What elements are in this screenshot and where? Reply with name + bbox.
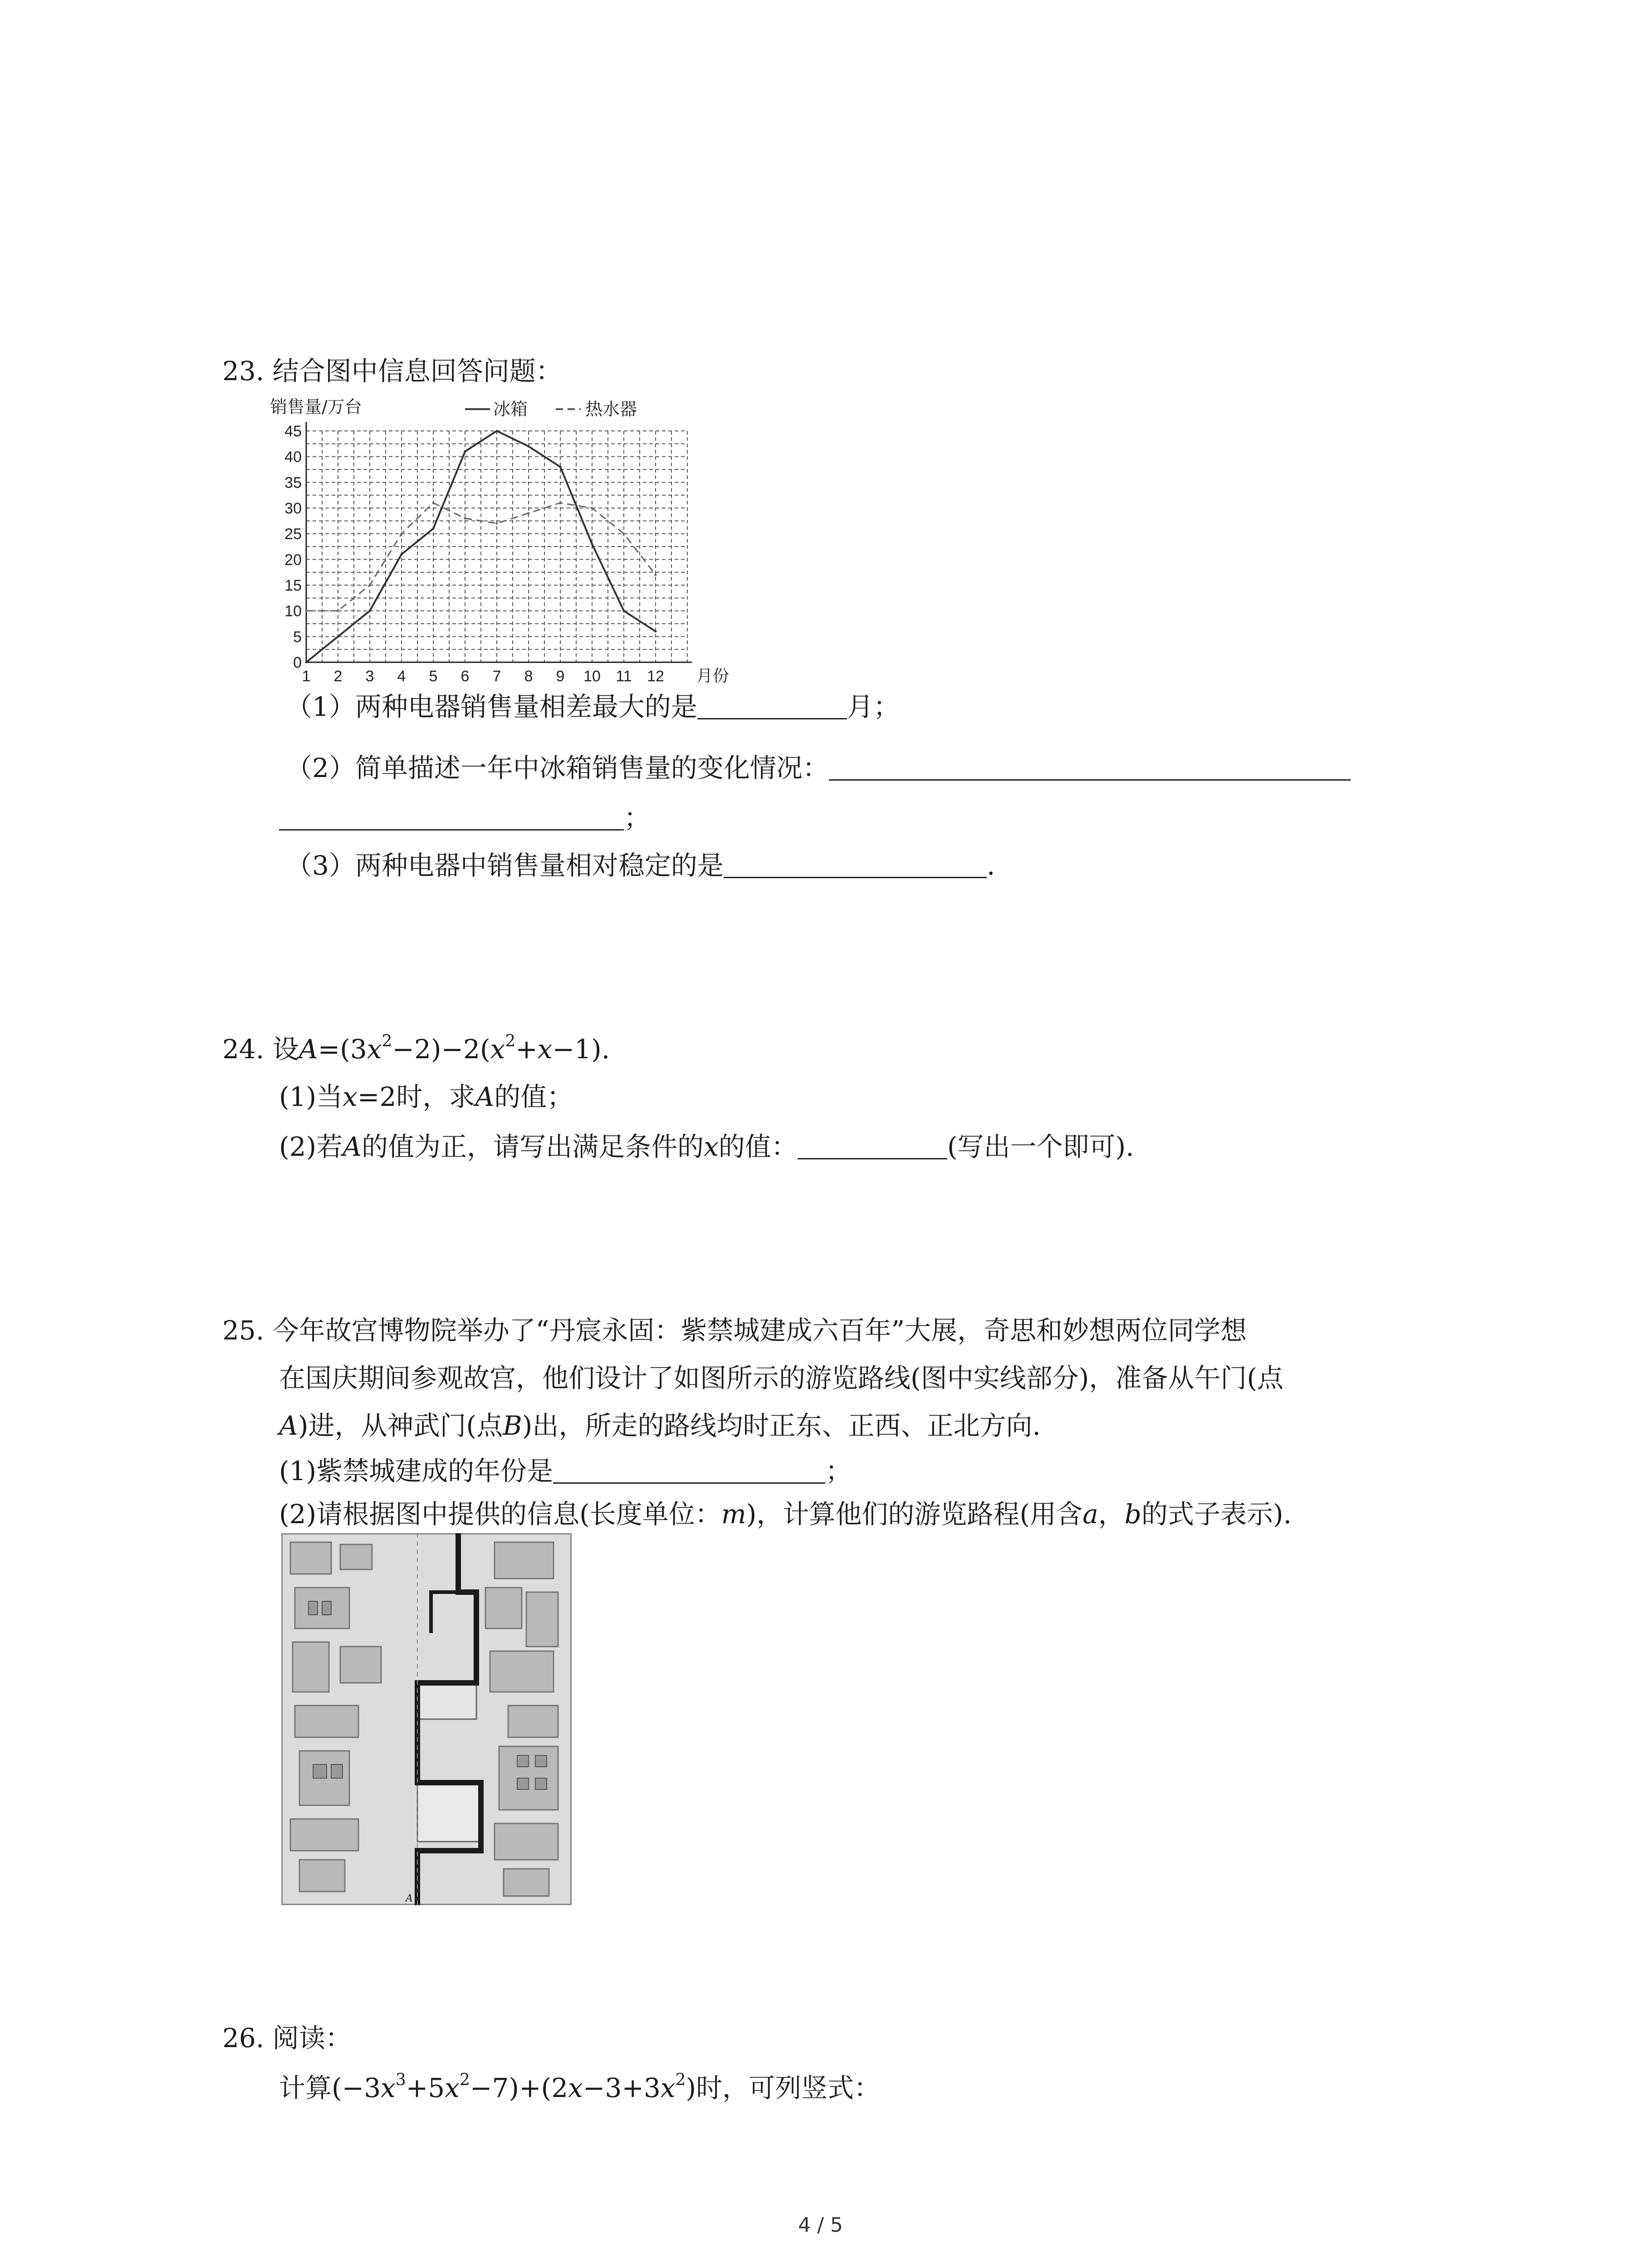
question-number: 23. [222, 356, 265, 386]
question-23-prompt [222, 354, 562, 388]
data-point [369, 610, 371, 612]
x-tick-label: 4 [397, 668, 406, 685]
sales-line-chart [265, 395, 796, 685]
y-tick-label: 40 [284, 448, 302, 466]
x-axis-label: 月份 [696, 667, 730, 685]
legend-label-fridge: 冰箱 [493, 399, 528, 419]
x-tick-label: 6 [460, 668, 470, 685]
y-tick-label: 45 [284, 423, 302, 440]
q23-part-1: （1）两种电器销售量相差最大的是 月； [286, 691, 900, 722]
x-tick-label: 2 [333, 668, 343, 685]
x-tick-label: 7 [492, 668, 501, 685]
legend-label-water-heater: 热水器 [585, 399, 637, 419]
question-26-title: 26. 阅读： [222, 2023, 352, 2053]
q24-part-2: (2)若A的值为正，请写出满足条件的x的值： (写出一个即可). [279, 1131, 1134, 1162]
question-number: 24. [222, 1034, 265, 1065]
data-point [559, 502, 562, 504]
x-tick-label: 3 [365, 668, 374, 685]
x-tick-label: 11 [616, 668, 632, 685]
question-25-line-2: 在国庆期间参观故宫，他们设计了如图所示的游览路线(图中实线部分)，准备从午门(点 [279, 1363, 1283, 1393]
answer-blank[interactable] [553, 1455, 825, 1484]
question-25-line-3: A)进，从神武门(点B)出，所走的路线均时正东、正西、正北方向. [279, 1410, 1041, 1441]
data-point [305, 661, 308, 664]
x-tick-label: 9 [556, 668, 565, 685]
series-line-water-heater [306, 503, 656, 611]
data-point [623, 533, 625, 535]
data-point [337, 635, 339, 638]
y-tick-label: 30 [284, 500, 302, 517]
data-point [655, 574, 657, 576]
data-point [559, 466, 562, 468]
y-tick-label: 10 [284, 602, 302, 620]
data-point [655, 631, 657, 633]
data-point [528, 445, 530, 448]
x-tick-label: 1 [302, 668, 311, 685]
data-point [432, 528, 435, 530]
data-point [369, 584, 371, 587]
data-point [591, 543, 593, 545]
data-point [623, 610, 625, 612]
data-point [401, 533, 403, 535]
page-number: 4 / 5 [798, 2214, 843, 2237]
answer-blank[interactable] [279, 802, 624, 831]
q23-part-3: （3）两种电器中销售量相对稳定的是 . [286, 850, 995, 881]
q25-part-1: (1)紫禁城建成的年份是 ； [279, 1456, 852, 1486]
y-tick-label: 25 [284, 525, 302, 543]
y-tick-label: 35 [284, 474, 302, 492]
question-text: 结合图中信息回答问题： [272, 356, 562, 386]
question-number: 26. [222, 2023, 265, 2053]
question-25-line-1: 25. 今年故宫博物院举办了“丹宸永固：紫禁城建成六百年”大展，奇思和妙想两位同学想 [222, 1315, 1247, 1346]
answer-blank[interactable] [697, 691, 847, 719]
y-tick-label: 0 [293, 654, 302, 671]
map-label-a: A [406, 1893, 413, 1904]
data-point [432, 502, 435, 504]
y-tick-label: 15 [284, 577, 302, 594]
answer-blank[interactable] [829, 752, 1351, 781]
data-point [401, 553, 403, 556]
question-24-stem: 24. 设$A=(3x^2-2)-2(x^2+x-1)$. [222, 1032, 610, 1065]
q23-part-2: （2）简单描述一年中冰箱销售量的变化情况： [286, 751, 1351, 785]
q26-line-1: 计算$(-3x^3+5x^2-7)+(2x-3+3x^2)$时，可列竖式： [279, 2071, 881, 2103]
forbidden-city-map-image [281, 1533, 572, 1905]
x-tick-label: 10 [583, 668, 601, 685]
data-point [464, 450, 466, 453]
q24-part-1: (1)当x=2时，求A的值； [279, 1081, 573, 1112]
x-tick-label: 8 [524, 668, 533, 685]
data-point [591, 507, 593, 509]
answer-blank[interactable] [724, 850, 987, 878]
y-tick-label: 20 [284, 551, 302, 569]
question-number: 25. [222, 1315, 265, 1346]
data-point [337, 610, 339, 612]
data-point [496, 523, 498, 525]
x-tick-label: 5 [429, 668, 438, 685]
data-point [528, 512, 530, 514]
y-axis-label: 销售量/万台 [270, 397, 362, 417]
data-point [305, 610, 308, 612]
y-tick-label: 5 [293, 628, 302, 646]
answer-blank[interactable] [798, 1131, 947, 1159]
q25-part-2: (2)请根据图中提供的信息(长度单位：m)，计算他们的游览路程(用含a，b的式子表示). [279, 1499, 1292, 1530]
data-point [496, 430, 498, 432]
data-point [464, 517, 466, 519]
x-tick-label: 12 [647, 668, 664, 685]
q23-part-2-continued: ； [279, 801, 650, 835]
